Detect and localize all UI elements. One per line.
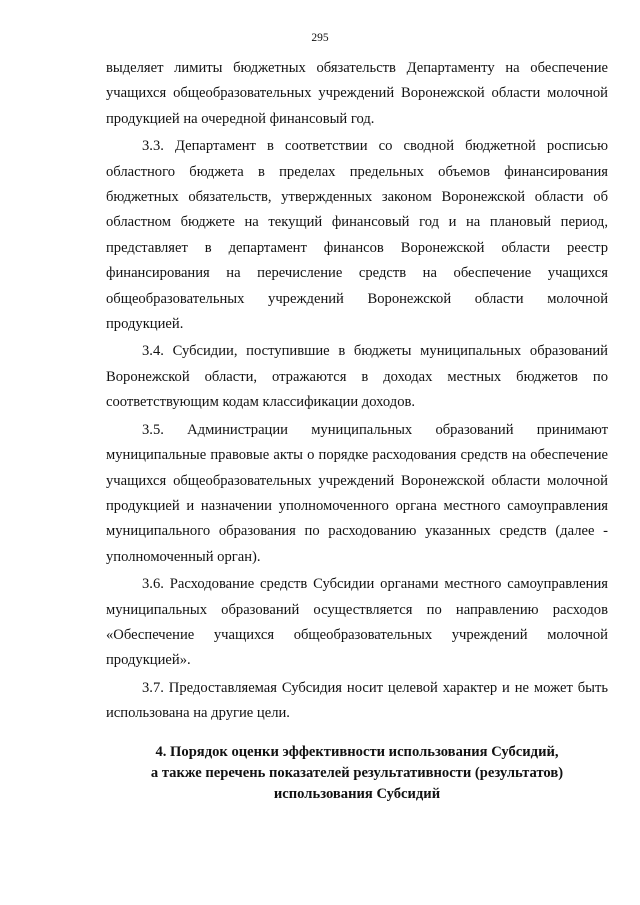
section-heading [106,742,608,805]
page-number: 295 [311,32,329,44]
paragraph-3-6: 3.6. Расходование средств Субсидии органами местного самоуправления муниципальных образований осуществляется по направлению расходов «Обеспечение учащихся общеобразовательных учреждений молочной продукцией». [106,576,608,669]
paragraph-3-4: 3.4. Субсидии, поступившие в бюджеты муниципальных образований Воронежской области, отражаются в доходах местных бюджетов по соответствующим кодам классификации доходов. [106,343,608,411]
paragraph-3-3: 3.3. Департамент в соответствии со сводной бюджетной росписью областного бюджета в пределах предельных объемов финансирования бюджетных обязательств, утвержденных законом Воронежской области об областном бюджете на текущий финансовый год и на плановый период, представляет в департамент финансов Воронежской области реестр финансирования на перечисление средств на обеспечение учащихся общеобразовательных учреждений Воронежской области молочной продукцией. [106,138,608,333]
paragraph-3-5: 3.5. Администрации муниципальных образований принимают муниципальные правовые акты о порядке расходования средств на обеспечение учащихся общеобразовательных учреждений Воронежской области молочной продукцией и назначении уполномоченного органа местного самоуправления муниципального образования по расходованию указанных средств (далее - уполномоченный орган). [106,421,608,565]
section-heading-line-3: использования Субсидий [273,786,441,802]
section-heading-line-1: 4. Порядок оценки эффективности использования Субсидий, [155,744,559,760]
document-body [106,56,608,727]
paragraph-3-7: 3.7. Предоставляемая Субсидия носит целевой характер и не может быть использована на другие цели. [106,679,608,722]
paragraph-continuation: выделяет лимиты бюджетных обязательств Департаменту на обеспечение учащихся общеобразовательных учреждений Воронежской области молочной продукцией на очередной финансовый год. [106,60,608,127]
section-heading-line-2: а также перечень показателей результативности (результатов) [150,765,564,781]
